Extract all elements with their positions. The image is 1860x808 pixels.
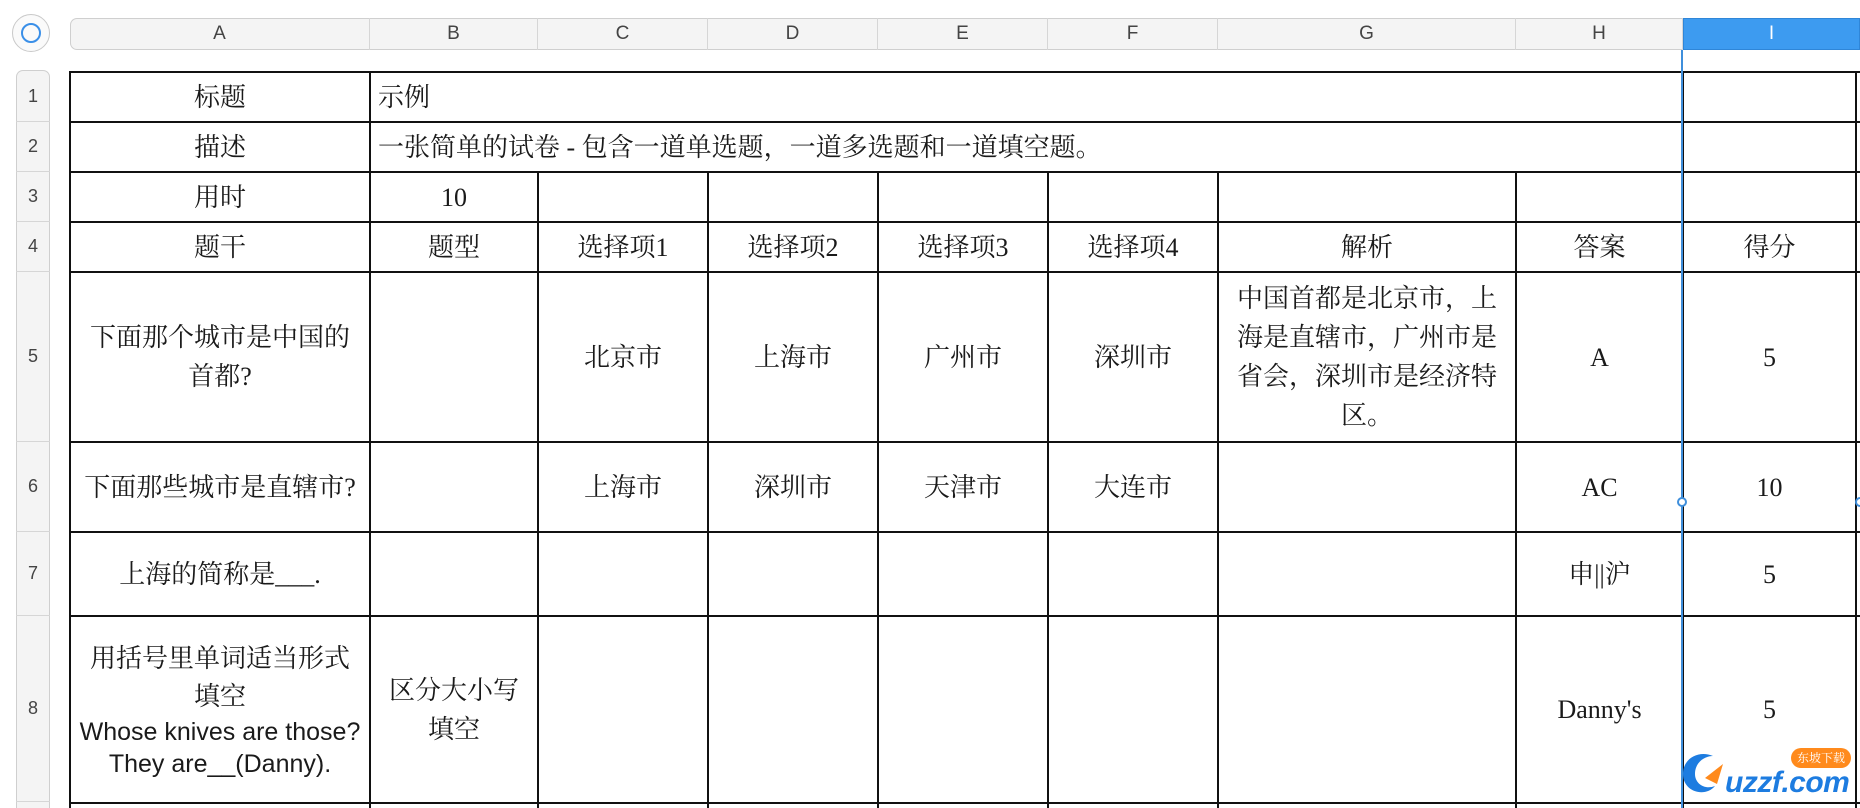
cell-i6[interactable]: 10 [1756,472,1783,502]
column-header-a[interactable]: A [70,18,370,50]
column-selection-left-edge [1681,50,1683,808]
watermark-badge: 东坡下载 [1791,748,1851,768]
cell-b2[interactable]: 一张简单的试卷 - 包含一道单选题，一道多选题和一道填空题。 [378,132,1102,162]
header-cell-option2[interactable]: 选择项2 [747,232,839,262]
row-header-5[interactable]: 5 [16,272,50,442]
cell-c6[interactable]: 上海市 [583,472,662,502]
column-header-i[interactable]: I [1683,18,1860,50]
header-cell-answer[interactable]: 答案 [1573,232,1626,262]
row-header-1[interactable]: 1 [16,72,50,122]
select-all-icon [21,23,41,43]
cell-i7[interactable]: 5 [1763,559,1776,589]
cell-i8[interactable]: 5 [1763,695,1776,724]
cell-f5[interactable]: 深圳市 [1093,342,1172,372]
row-header-6[interactable]: 6 [16,442,50,532]
cell-g8[interactable] [1219,617,1515,802]
cell-b1[interactable]: 示例 [378,82,431,112]
column-header-d[interactable]: D [708,18,878,50]
cell-a1[interactable]: 标题 [193,82,246,112]
cell-g5[interactable]: 中国首都是北京市，上海是直辖市，广州市是省会，深圳市是经济特区。 [1236,284,1497,430]
cell-e7[interactable] [879,533,1047,615]
cell-a2[interactable]: 描述 [193,132,246,162]
grid-line [1855,71,1857,808]
column-header-h[interactable]: H [1516,18,1683,50]
column-header-f[interactable]: F [1048,18,1218,50]
cell-a8-english-text: Whose knives are those? They are__(Danny). [79,717,361,778]
header-cell-analysis[interactable]: 解析 [1340,232,1393,262]
cell-f8[interactable] [1049,617,1217,802]
cell-c8[interactable] [539,617,707,802]
cell-b8[interactable]: 区分大小写填空 [388,675,519,744]
cell-e8[interactable] [879,617,1047,802]
selection-handle[interactable] [1855,497,1860,507]
cell-h5[interactable]: A [1590,342,1609,372]
cell-a6[interactable]: 下面那些城市是直辖市? [84,472,356,502]
column-header-b[interactable]: B [370,18,538,50]
select-all-button[interactable] [12,14,50,52]
selection-handle[interactable] [1677,497,1687,507]
cell-d6[interactable]: 深圳市 [753,472,832,502]
cell-d8[interactable] [709,617,877,802]
cell-d7[interactable] [709,533,877,615]
cell-g7[interactable] [1219,533,1515,615]
cell-b6[interactable] [371,443,537,531]
cell-e5[interactable]: 广州市 [923,342,1002,372]
header-cell-type[interactable]: 题型 [427,232,480,262]
cell-f6[interactable]: 大连市 [1093,472,1172,502]
site-watermark [1675,744,1855,802]
cell-b3[interactable]: 10 [441,182,467,212]
row-header-4[interactable]: 4 [16,222,50,272]
row-header-3[interactable]: 3 [16,172,50,222]
watermark-logo-icon [1675,744,1731,800]
column-header-g[interactable]: G [1218,18,1516,50]
column-header-e[interactable]: E [878,18,1048,50]
cell-a5[interactable]: 下面那个城市是中国的首都? [89,323,350,391]
row-header-2[interactable]: 2 [16,122,50,172]
cell-b5[interactable] [371,273,537,441]
cell-h7[interactable]: 申||沪 [1568,559,1631,589]
cell-d5[interactable]: 上海市 [753,342,832,372]
column-header-c[interactable]: C [538,18,708,50]
cell-h8[interactable]: Danny's [1557,695,1642,724]
cell-a3[interactable]: 用时 [193,182,246,212]
cell-h6[interactable]: AC [1581,472,1618,502]
cell-c5[interactable]: 北京市 [583,342,662,372]
cell-a8[interactable] [71,617,369,802]
header-cell-option4[interactable]: 选择项4 [1087,232,1179,262]
header-cell-option1[interactable]: 选择项1 [577,232,669,262]
watermark-text: uzzf.com [1725,766,1850,799]
cell-b7[interactable] [371,533,537,615]
row-header-8[interactable]: 8 [16,616,50,802]
cell-e6[interactable]: 天津市 [923,472,1002,502]
cell-i5[interactable]: 5 [1763,342,1776,372]
row-header-7[interactable]: 7 [16,532,50,616]
cell-a8-chinese-text: 用括号里单词适当形式填空 [89,643,350,711]
cell-a7[interactable]: 上海的简称是___. [119,559,321,589]
header-cell-stem[interactable]: 题干 [193,232,246,262]
cell-f7[interactable] [1049,533,1217,615]
header-cell-score[interactable]: 得分 [1743,232,1796,262]
grid-line [70,802,1860,804]
cell-g6[interactable] [1219,443,1515,531]
header-cell-option3[interactable]: 选择项3 [917,232,1009,262]
cell-c7[interactable] [539,533,707,615]
